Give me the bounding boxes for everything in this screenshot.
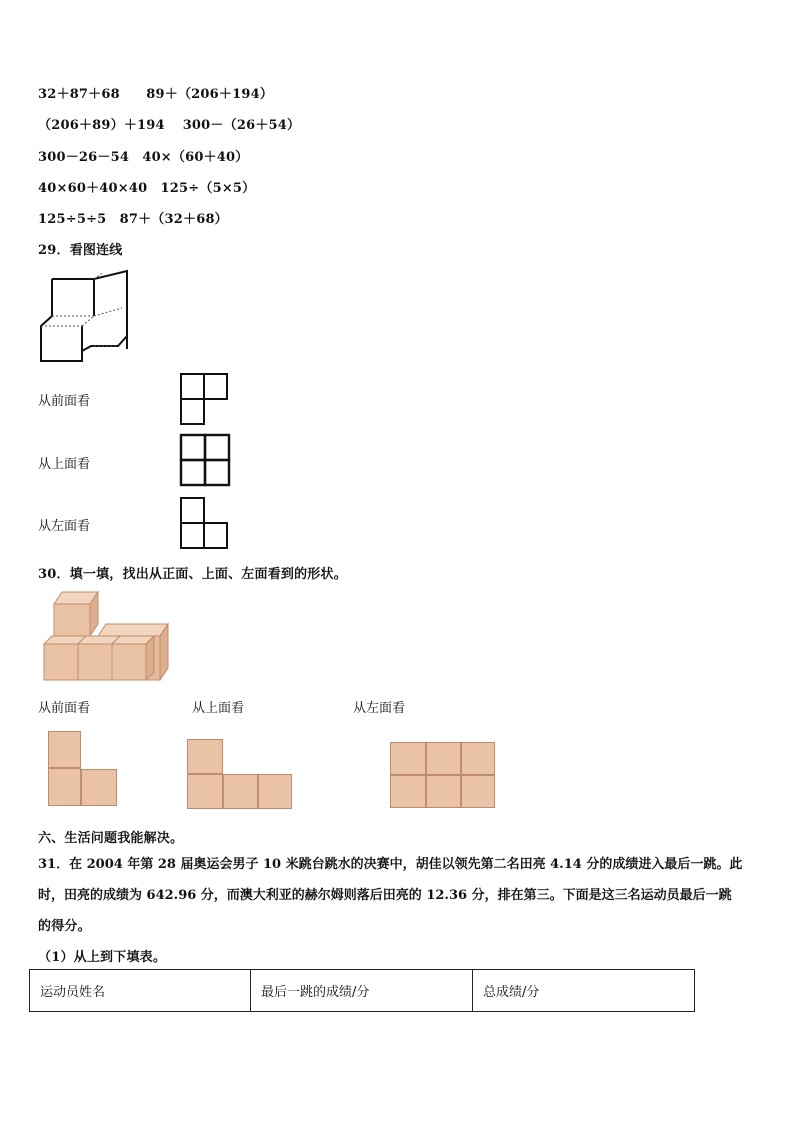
q30-title: 30．填一填，找出从正面、上面、左面看到的形状。: [38, 567, 347, 582]
calc-line-1: 32＋87＋68 89＋（206＋194）: [38, 87, 274, 102]
q31-sub-1: （1）从上到下填表。: [38, 950, 167, 965]
q31-line-1: 31．在 2004 年第 28 届奥运会男子 10 米跳台跳水的决赛中，胡佳以领先第二名田亮 4.14 分的成绩进入最后一跳。此: [38, 857, 743, 872]
table-row: [30, 970, 695, 1012]
calc-line-2: （206＋89）＋194 300－（26＋54）: [38, 118, 301, 133]
q30-view-top-label: 从上面看: [192, 701, 245, 716]
q31-line-3: 的得分。: [38, 919, 91, 934]
calc-line-5: 125÷5÷5 87＋（32＋68）: [38, 212, 228, 227]
calc-line-3: 300－26－54 40×（60＋40）: [38, 150, 249, 165]
q30-view-left-label: 从左面看: [353, 701, 406, 716]
table-header-last-jump: 最后一跳的成绩/分: [251, 970, 473, 1012]
q29-view-left-label: 从左面看: [38, 519, 91, 534]
q31-score-table: [29, 969, 695, 1012]
table-header-name: 运动员姓名: [30, 970, 251, 1012]
q29-shape-b[interactable]: [179, 433, 233, 488]
q29-shape-c[interactable]: [179, 496, 231, 552]
q29-block-sketch: [38, 266, 134, 362]
q30-cube-stack: [40, 588, 172, 684]
calc-line-4: 40×60＋40×40 125÷（5×5）: [38, 181, 256, 196]
q29-shape-a[interactable]: [179, 372, 231, 426]
q30-view-front-label: 从前面看: [38, 701, 91, 716]
q29-title: 29．看图连线: [38, 243, 123, 258]
table-header-total: 总成绩/分: [473, 970, 695, 1012]
q31-line-2: 时，田亮的成绩为 642.96 分，而澳大利亚的赫尔姆则落后田亮的 12.36 分，排在第三。下面是这三名运动员最后一跳: [38, 888, 732, 903]
q29-view-front-label: 从前面看: [38, 394, 91, 409]
q29-view-top-label: 从上面看: [38, 457, 91, 472]
section-6-title: 六、生活问题我能解决。: [38, 831, 184, 846]
